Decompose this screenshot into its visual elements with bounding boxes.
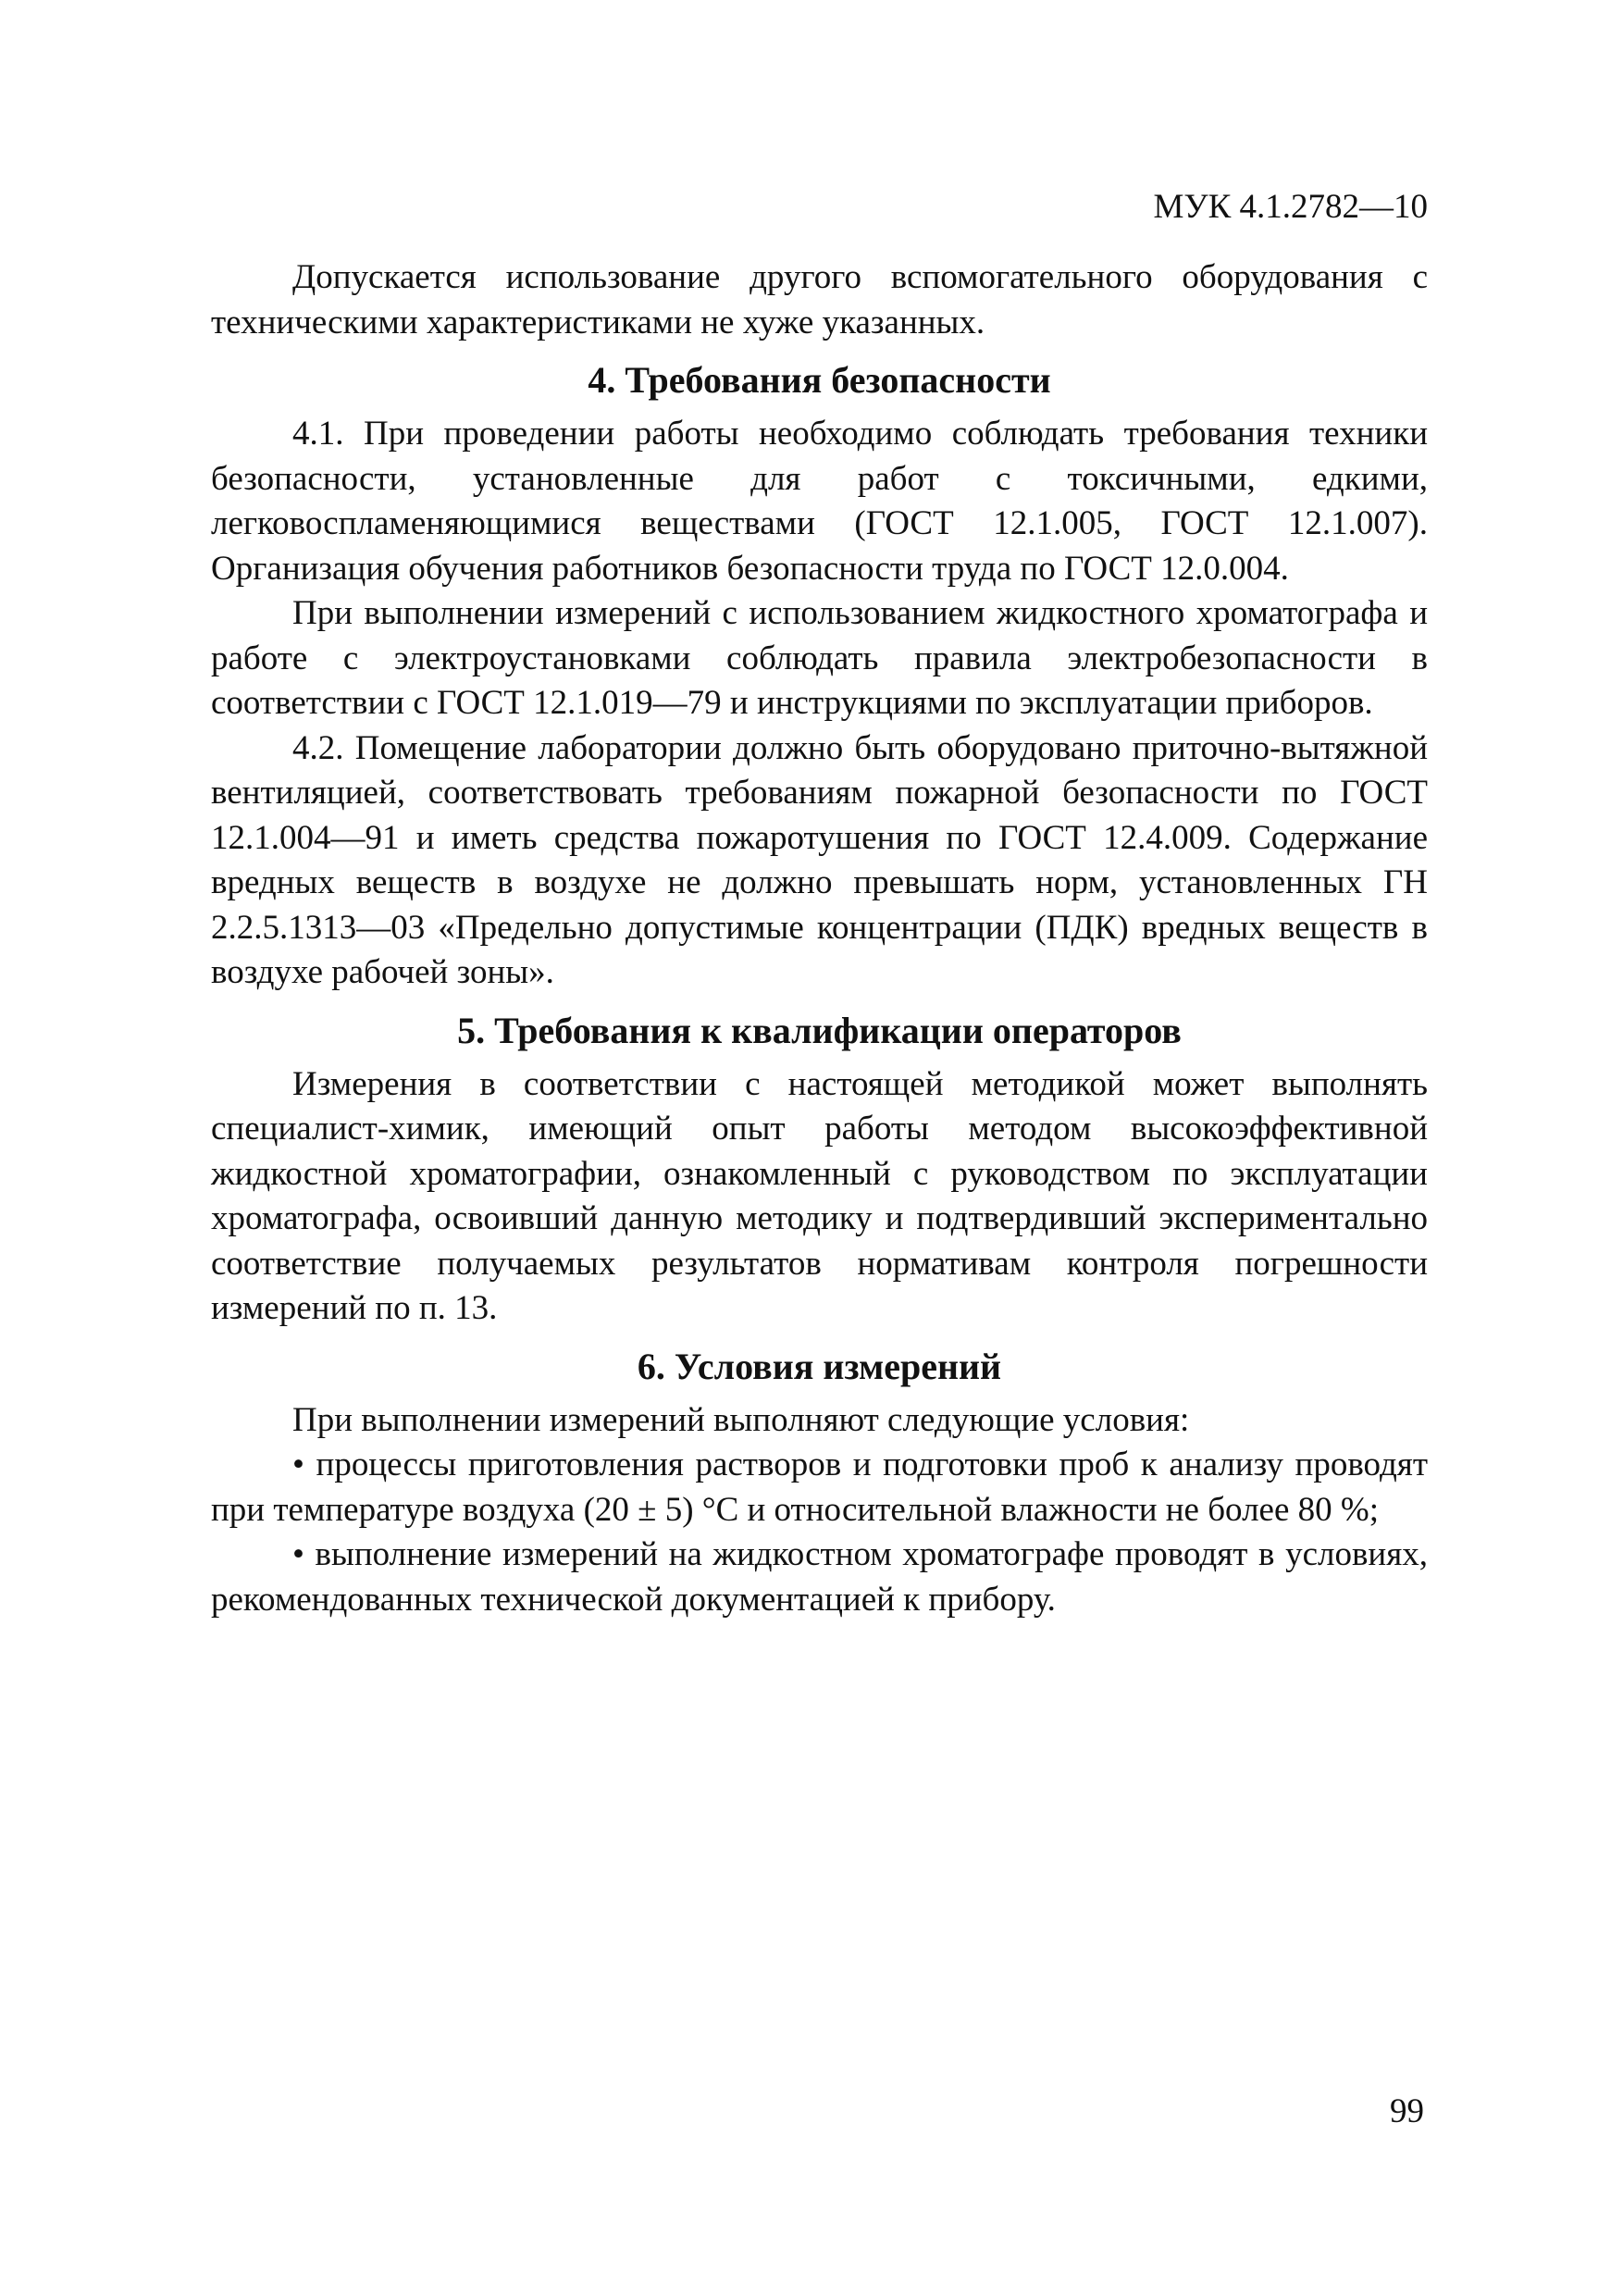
section-6-bullet-1: • процессы приготовления растворов и подготовки проб к анализу проводят при температуре воздуха (20 ± 5) °С и относительной влажности не более 80 %; bbox=[211, 1446, 1428, 1529]
intro-paragraph: Допускается использование другого вспомогательного оборудования с техническими характеристиками не хуже указанных. bbox=[211, 258, 1428, 341]
section-5-paragraph-1: Измерения в соответствии с настоящей методикой может выполнять специалист-химик, имеющий опыт работы методом высокоэффективной жидкостной хроматографии, ознакомленный с руководством по эксплуатации хроматографа, освоивший данную методику и подтвердивший экспериментально соответствие получаемых результатов нормативам контроля погрешности измерений по п. 13. bbox=[211, 1064, 1428, 1327]
section-4-paragraph-1: 4.1. При проведении работы необходимо соблюдать требования техники безопасности, установленные для работ с токсичными, едкими, легковоспламеняющимися веществами (ГОСТ 12.1.005, ГОСТ 12.1.007). Организация обучения работников безопасности труда по ГОСТ 12.0.004. bbox=[211, 415, 1428, 588]
section-6-title: 6. Условия измерений bbox=[637, 1345, 1002, 1387]
page-number: 99 bbox=[1390, 2092, 1424, 2130]
page-content bbox=[211, 185, 1428, 1622]
document-code: МУК 4.1.2782—10 bbox=[1153, 188, 1428, 226]
section-6-bullet-2: • выполнение измерений на жидкостном хроматографе проводят в условиях, рекомендованных технической документацией к прибору. bbox=[211, 1535, 1428, 1619]
section-4-title: 4. Требования безопасности bbox=[588, 359, 1051, 401]
section-6-paragraph-1: При выполнении измерений выполняют следующие условия: bbox=[292, 1400, 1190, 1439]
section-4-paragraph-3: 4.2. Помещение лаборатории должно быть оборудовано приточно-вытяжной вентиляцией, соответствовать требованиям пожарной безопасности по ГОСТ 12.1.004—91 и иметь средства пожаротушения по ГОСТ 12.4.009. Содержание вредных веществ в воздухе не должно превышать норм, установленных ГН 2.2.5.1313—03 «Предельно допустимые концентрации (ПДК) вредных веществ в воздухе рабочей зоны». bbox=[211, 728, 1428, 991]
section-5-title: 5. Требования к квалификации операторов bbox=[457, 1009, 1182, 1051]
section-4-paragraph-2: При выполнении измерений с использованием жидкостного хроматографа и работе с электроустановками соблюдать правила электробезопасности в соответствии с ГОСТ 12.1.019—79 и инструкциями по эксплуатации приборов. bbox=[211, 594, 1428, 722]
